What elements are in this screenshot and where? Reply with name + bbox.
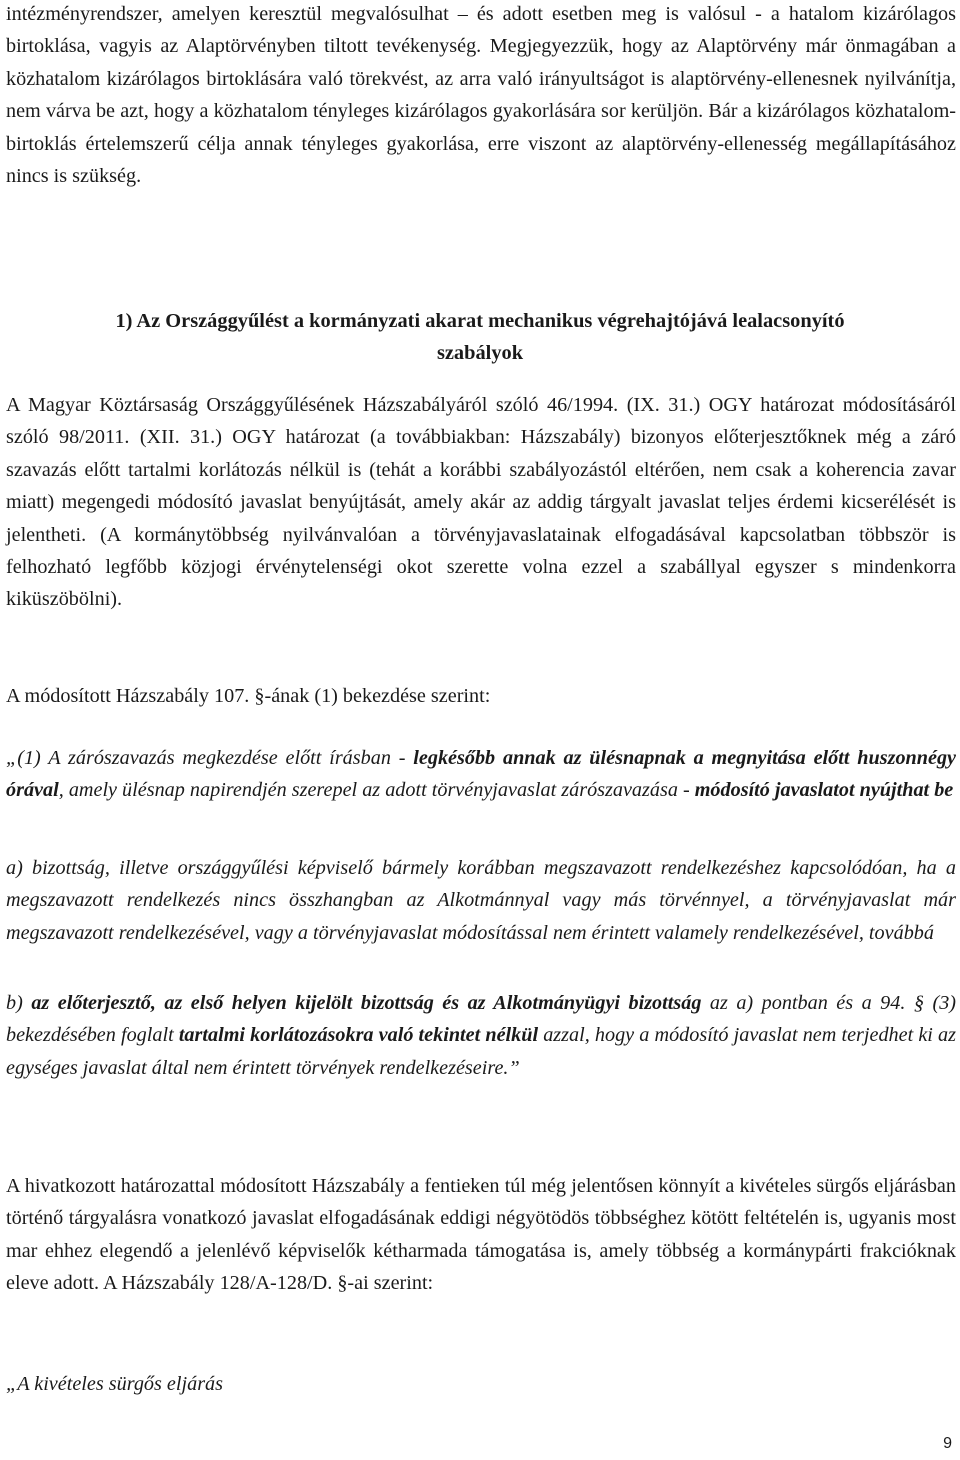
paragraph-107-intro: A módosított Házszabály 107. §-ának (1) bekezdése szerint:	[6, 685, 491, 707]
quote-107-1-part-c: , amely ülésnap napirendjén szerepel az adott törvényjavaslat zárószavazása -	[58, 779, 695, 802]
quote-107-1	[6, 742, 956, 807]
page-number: 9	[943, 1435, 952, 1452]
quote-107-b-part-e: azzal, hogy a módosító javaslat nem terjedhet ki az egységes javaslat által nem érintett törvények rendelkezéseire.”	[6, 1024, 956, 1079]
quote-kiveteles: „A kivételes sürgős eljárás	[6, 1373, 223, 1395]
quote-107-a: a) bizottság, illetve országgyűlési képviselő bármely korábban megszavazott rendelkezéshez kapcsolódóan, ha a megszavazott rendelkezés nincs összhangban az Alkotmánnyal vagy más törvénnyel, a törvényjavaslat már megszavazott rendelkezésével, vagy a törvényjavaslat módosítással nem érintett valamely rendelkezésével, továbbá	[6, 857, 956, 944]
section-heading-line1: 1) Az Országgyűlést a kormányzati akarat mechanikus végrehajtójává lealacsonyító	[115, 310, 845, 332]
quote-107-b	[6, 987, 956, 1084]
section-heading-line2: szabályok	[436, 342, 524, 364]
quote-107-b-part-a: b)	[6, 992, 32, 1014]
section-heading	[0, 305, 960, 369]
quote-107-1-bold-d: módosító javaslatot nyújthat be	[694, 779, 954, 802]
quote-107-b-bold-b: az előterjesztő, az első helyen kijelölt bizottság és az Alkotmányügyi bizottság	[31, 992, 702, 1014]
paragraph-sürgős-eljaras: A hivatkozott határozattal módosított Házszabály a fentieken túl még jelentősen könnyít a kivételes sürgős eljárásban történő tárgyalásra vonatkozó javaslat elfogadásának eddigi négyötödös többséghez kötött feltételén is, ugyanis most mar ehhez elegendő a jelenlévő képviselők kétharmada támogatása is, amely többség a kormánypárti frakcióknak eleve adott. A Házszabály 128/A-128/D. §-ai szerint:	[6, 1175, 956, 1295]
quote-107-1-bold-a: legkésőbb annak az ülésnapnak a megnyitása előtt huszonnégy órával	[6, 747, 957, 802]
quote-107-b-bold-d: tartalmi korlátozásokra való tekintet nélkül	[178, 1024, 539, 1047]
paragraph-hazszabaly: A Magyar Köztársaság Országgyűlésének Házszabályáról szóló 46/1994. (IX. 31.) OGY határozat módosításáról szóló 98/2011. (XII. 31.) OGY határozat (a továbbiakban: Házszabály) bizonyos előterjesztőknek még a záró szavazás előtt tartalmi korlátozás nélkül is (tehát a korábbi szabályozástól eltérően, nem csak a koherencia zavar miatt) megengedi módosító javaslat benyújtását, amely akár az addig tárgyalt javaslat teljes érdemi kicserélését is jelentheti. (A kormánytöbbség nyilvánvalóan a törvényjavaslatainak elfogadásával kapcsolatban többször is felhozható legfőbb közjogi érvénytelenségi okot szerette volna ezzel a szabállyal egyszer s mindenkorra kiküszöbölni).	[6, 394, 956, 611]
paragraph-intro: intézményrendszer, amelyen keresztül megvalósulhat – és adott esetben meg is valósul - a hatalom kizárólagos birtoklása, vagyis az Alaptörvényben tiltott tevékenység. Megjegyezzük, hogy az Alaptörvény már önmagában a közhatalom kizárólagos birtoklására való törekvést, az arra való irányultságot is alaptörvény-ellenesnek nyilvánítja, nem várva be azt, hogy a közhatalom tényleges kizárólagos gyakorlására sor kerüljön. Bár a kizárólagos közhatalom-birtoklás értelemszerű célja annak tényleges gyakorlása, erre viszont az alaptörvény-ellenesség megállapításához nincs is szükség.	[6, 3, 956, 188]
quote-107-1-part-a: „(1) A zárószavazás megkezdése előtt írásban -	[6, 747, 414, 769]
quote-107-b-part-c: az a) pontban és a 94. § (3) bekezdésében foglalt	[6, 992, 957, 1047]
